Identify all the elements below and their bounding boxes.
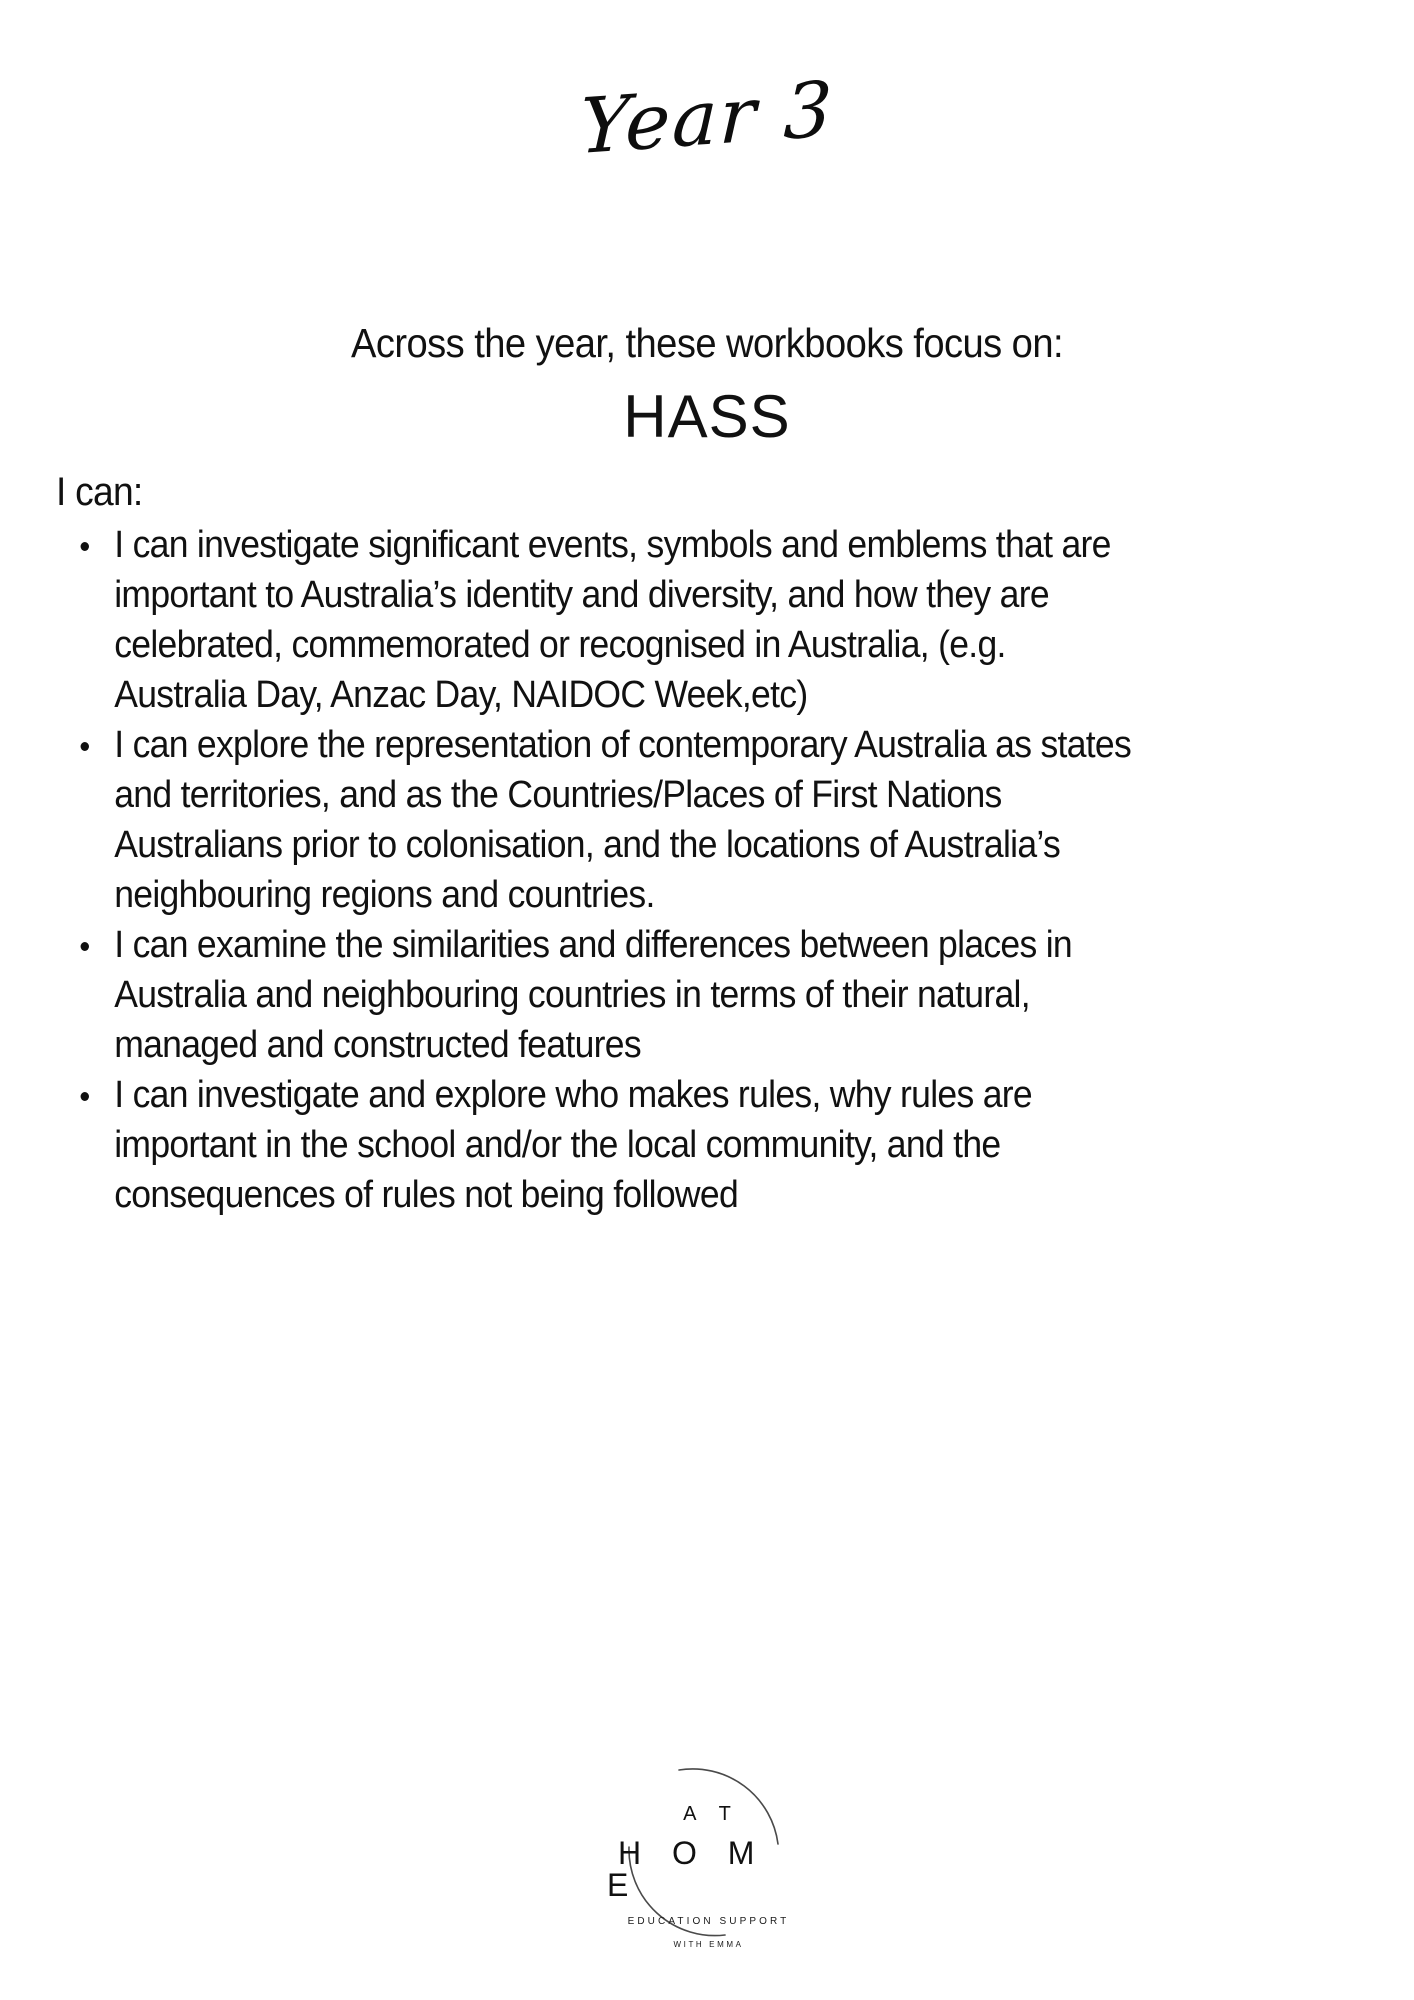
bullet-dot-icon <box>81 1092 89 1101</box>
logo-text-block <box>607 1752 807 1948</box>
bullet-dot-icon <box>81 942 89 951</box>
outcomes-list <box>60 520 1132 1220</box>
outcome-text: I can investigate significant events, symbols and emblems that are important to Australia’s identity and diversity, and how they are celebrated, commemorated or recognised in Australia, (e.g. Australia Day, Anzac Day, NAIDOC Week,etc) <box>114 524 1111 716</box>
list-item <box>60 720 1143 920</box>
i-can-label: I can: <box>56 470 143 514</box>
year-title: Year 3 <box>578 63 836 172</box>
outcome-text: I can explore the representation of contemporary Australia as states and territories, and as the Countries/Places of First Nations Australians prior to colonisation, and the locations of Australia’s neighbouring regions and countries. <box>114 724 1132 916</box>
logo-line-home: H O M E <box>607 1835 766 1903</box>
logo-line-with-emma: WITH EMMA <box>673 1940 744 1949</box>
logo-inner <box>607 1752 807 1948</box>
logo-line-at: A T <box>683 1803 740 1825</box>
bullet-dot-icon <box>81 542 89 551</box>
bullet-dot-icon <box>81 742 89 751</box>
outcome-text: I can examine the similarities and differences between places in Australia and neighbouring countries in terms of their natural, managed and constructed features <box>114 924 1072 1066</box>
list-item <box>60 1070 1143 1220</box>
list-item <box>60 920 1143 1070</box>
footer-logo <box>0 1752 1414 1952</box>
intro-line: Across the year, these workbooks focus on: <box>350 320 1064 366</box>
subject-heading: HASS <box>623 383 791 450</box>
outcome-text: I can investigate and explore who makes rules, why rules are important in the school and/or the local community, and the consequences of rules not being followed <box>114 1074 1032 1216</box>
list-item <box>60 520 1143 720</box>
logo-line-education-support: EDUCATION SUPPORT <box>627 1916 790 1927</box>
